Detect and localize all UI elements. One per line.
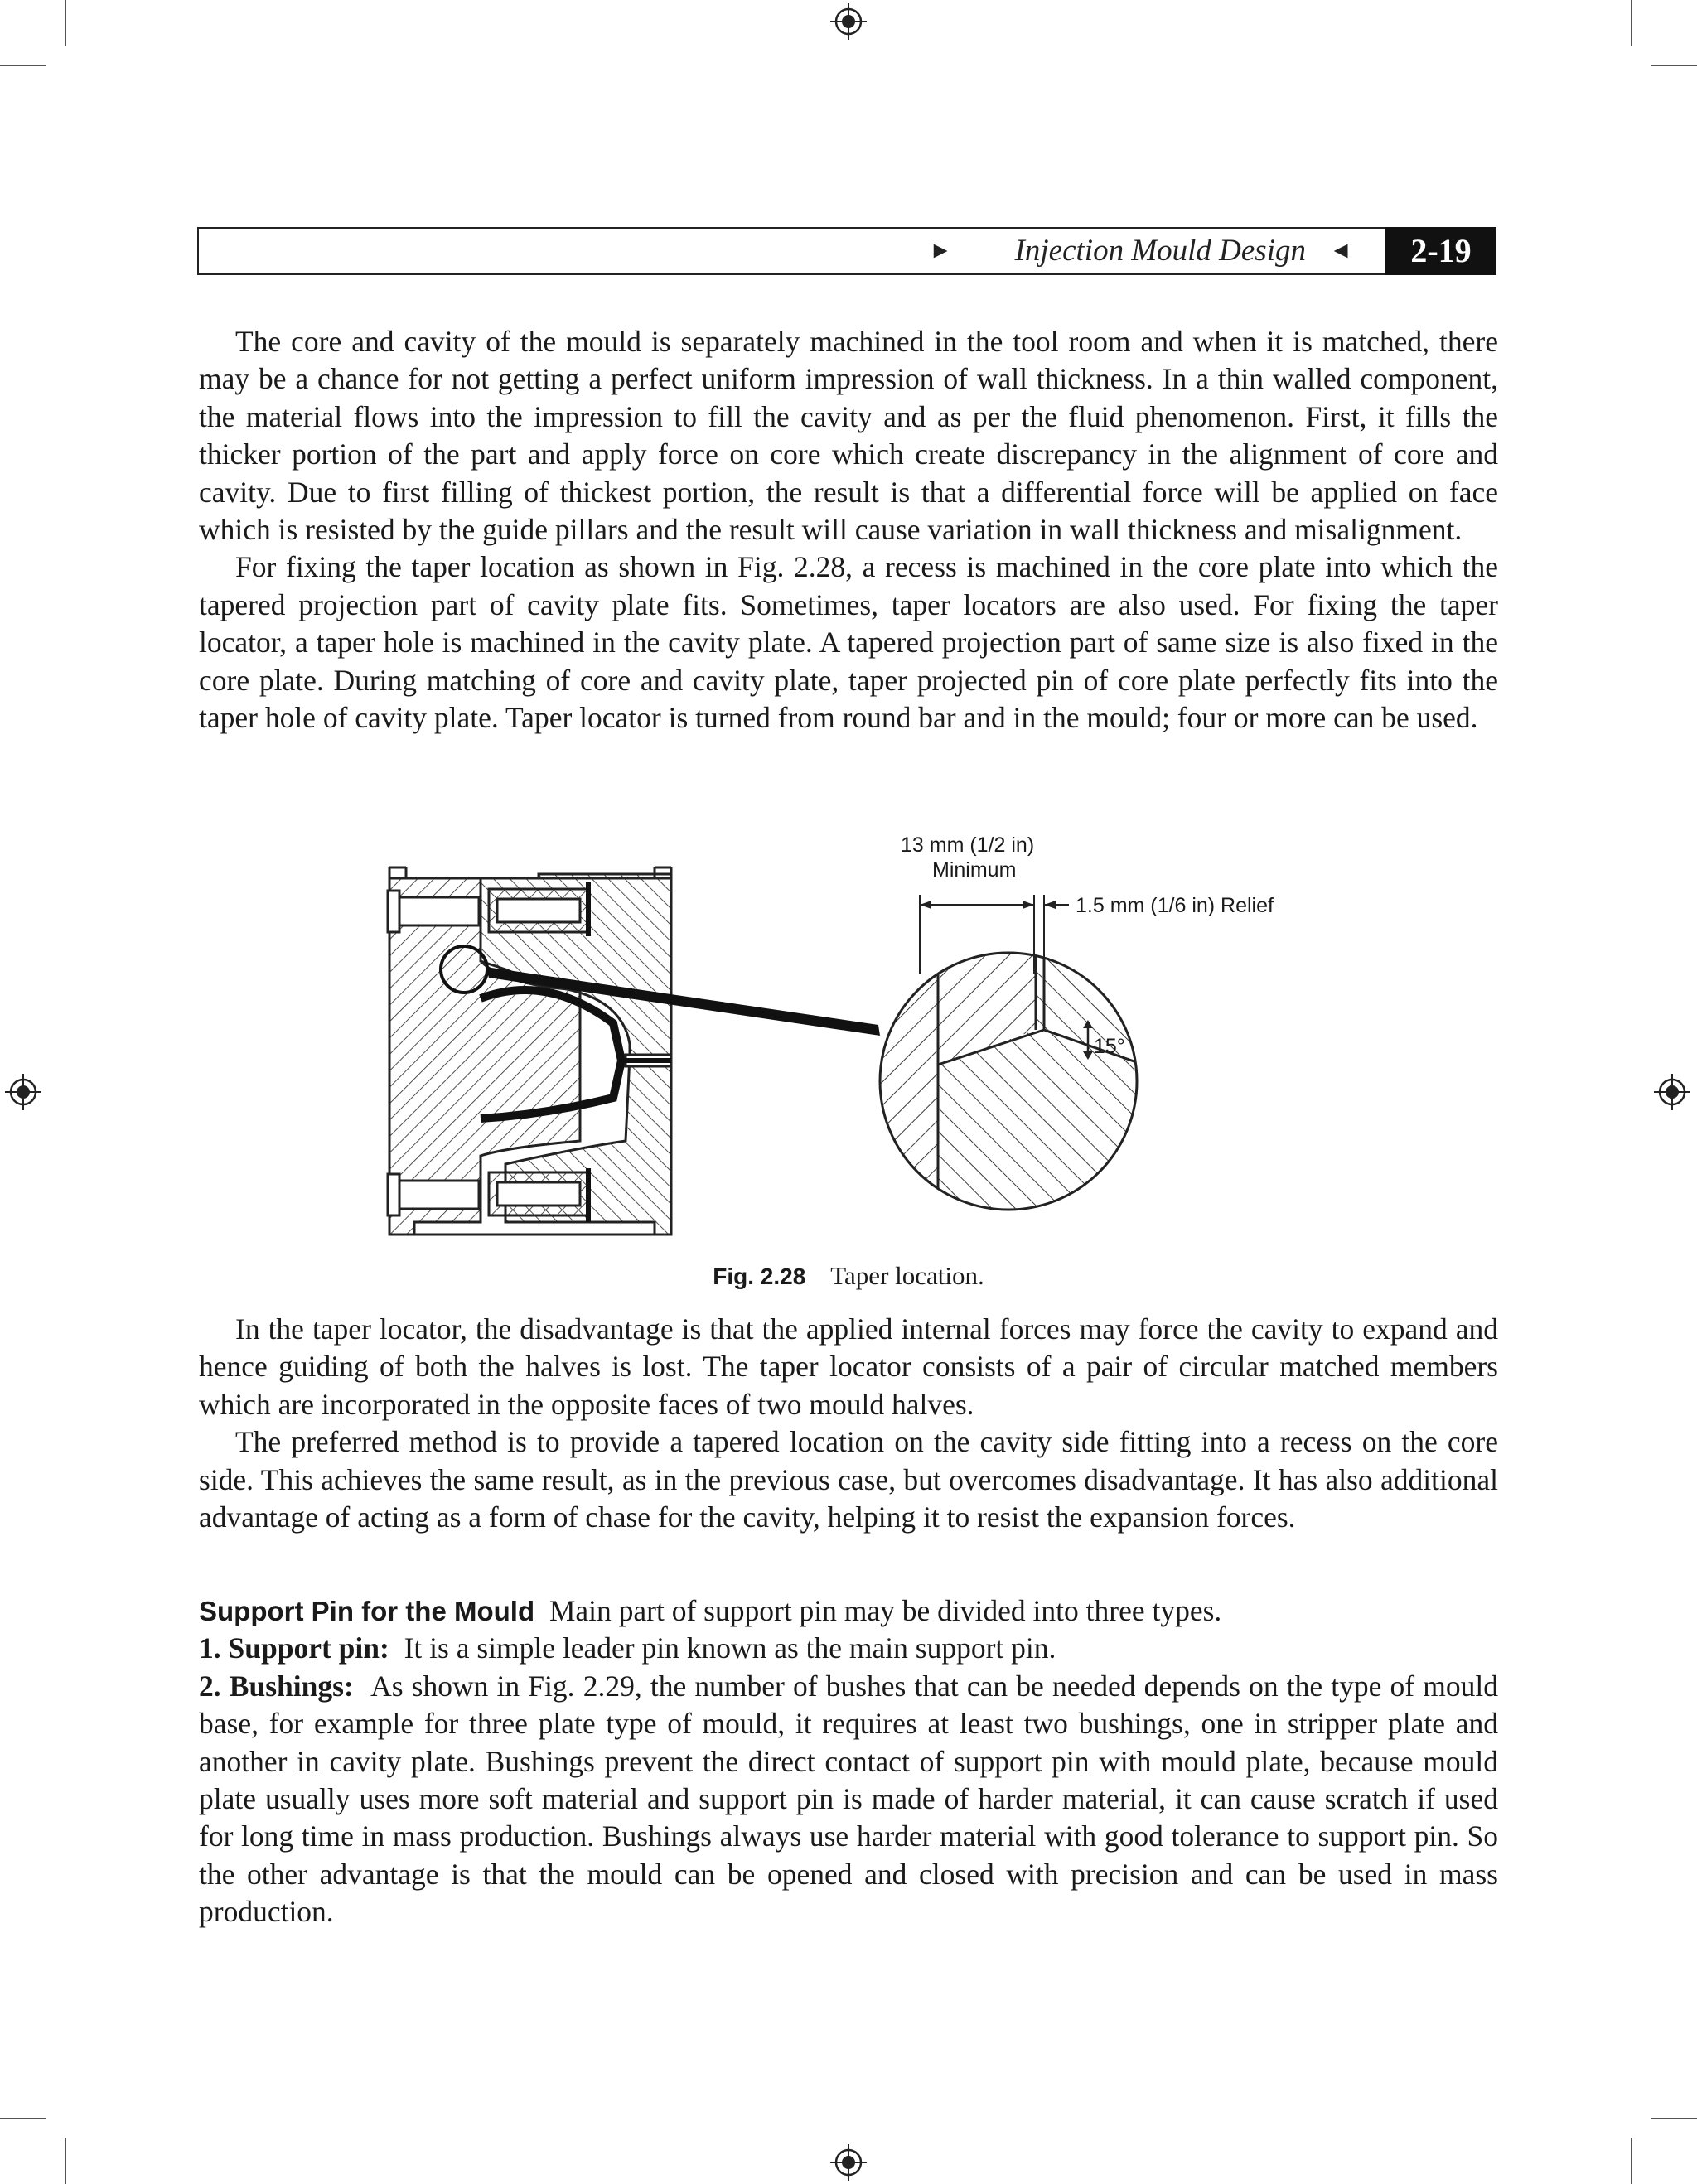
relief-label: 1.5 mm (1/6 in) Relief xyxy=(1076,894,1274,917)
body-text-middle xyxy=(199,1311,1498,1536)
dimension-label: Minimum xyxy=(932,858,1017,882)
arrow-right-icon: ► xyxy=(929,238,952,263)
running-header xyxy=(197,227,1496,275)
paragraph: The core and cavity of the mould is separately machined in the tool room and when it is matched, there may be a chance for not getting a perfect uniform impression of wall thickness. In a thin walled component, the material flows into the impression to fill the cavity and as per the fluid phenomenon. First, it fills the thicker portion of the part and apply force on core which create discrepancy in the alignment of core and cavity. Due to first filling of thickest portion, the result is that a differential force will be applied on face which is resisted by the guide pillars and the result will cause variation in wall thickness and misalignment. xyxy=(199,325,1498,547)
section-heading-line xyxy=(199,1592,1498,1630)
figure-taper-location xyxy=(381,833,1326,1247)
crop-mark xyxy=(65,0,66,46)
list-item-text: As shown in Fig. 2.29, the number of bushes that can be needed depends on the type of mould base, for example for three plate type of mould, it requires at least two bushings, one in stripper plate and another in cavity plate. Bushings prevent the direct contact of support pin with mould plate, because mould plate usually uses more soft material and support pin is made of harder material, it can cause scratch if used for long time in mass production. Bushings always use harder material with good tolerance to support pin. So the other advantage is that the mould can be opened and closed with precision and can be used in mass production. xyxy=(199,1669,1499,1929)
page-number: 2-19 xyxy=(1385,227,1496,275)
list-item xyxy=(199,1630,1498,1667)
mould-section xyxy=(388,867,671,1235)
paragraph: In the taper locator, the disadvantage is that the applied internal forces may force the cavity to expand and hence guiding of both the halves is lost. The taper locator consists of a pair of circular matched members which are incorporated in the opposite faces of two mould halves. xyxy=(199,1312,1498,1421)
figure-label: Fig. 2.28 xyxy=(713,1264,806,1289)
angle-label: 15° xyxy=(1094,1035,1125,1058)
body-text-top xyxy=(199,323,1498,737)
figure-caption xyxy=(0,1259,1697,1293)
list-item xyxy=(199,1668,1498,1931)
section-support-pin xyxy=(199,1592,1498,1931)
list-item-label: 1. Support pin: xyxy=(199,1631,389,1665)
list-item-label: 2. Bushings: xyxy=(199,1669,354,1703)
crop-mark xyxy=(0,65,46,66)
crop-mark xyxy=(0,2118,46,2119)
crop-mark xyxy=(1631,0,1632,46)
registration-mark-icon xyxy=(5,1074,41,1110)
crop-mark xyxy=(65,2138,66,2184)
registration-mark-icon xyxy=(1654,1074,1690,1110)
dimension-annotations xyxy=(901,833,1274,974)
detail-circle xyxy=(878,949,1143,1222)
list-item-text: It is a simple leader pin known as the main support pin. xyxy=(404,1631,1056,1665)
taper-location-diagram xyxy=(381,833,1326,1247)
header-title: Injection Mould Design xyxy=(1014,234,1306,268)
section-intro: Main part of support pin may be divided into three types. xyxy=(549,1594,1222,1627)
paragraph: For fixing the taper location as shown in Fig. 2.28, a recess is machined in the core plate into which the tapered projection part of cavity plate fits. Sometimes, taper locators are also used. For fixing the taper locator, a taper hole is machined in the cavity plate. A tapered projection part of same size is also fixed in the core plate. During matching of core and cavity plate, taper projected pin of core plate perfectly fits into the taper hole of cavity plate. Taper locator is turned from round bar and in the mould; four or more can be used. xyxy=(199,550,1498,735)
paragraph: The preferred method is to provide a tapered location on the cavity side fitting into a recess on the core side. This achieves the same result, as in the previous case, but overcomes disadvantage. It has also additional advantage of acting as a form of chase for the cavity, helping it to resist the expansion forces. xyxy=(199,1425,1498,1534)
registration-mark-icon xyxy=(830,2144,867,2181)
crop-mark xyxy=(1651,65,1697,66)
arrow-left-icon: ◄ xyxy=(1329,238,1352,263)
crop-mark xyxy=(1651,2118,1697,2119)
section-heading: Support Pin for the Mould xyxy=(199,1596,535,1626)
registration-mark-icon xyxy=(830,3,867,40)
figure-caption-text: Taper location. xyxy=(830,1261,984,1290)
dimension-label: 13 mm (1/2 in) xyxy=(901,833,1035,857)
crop-mark xyxy=(1631,2138,1632,2184)
